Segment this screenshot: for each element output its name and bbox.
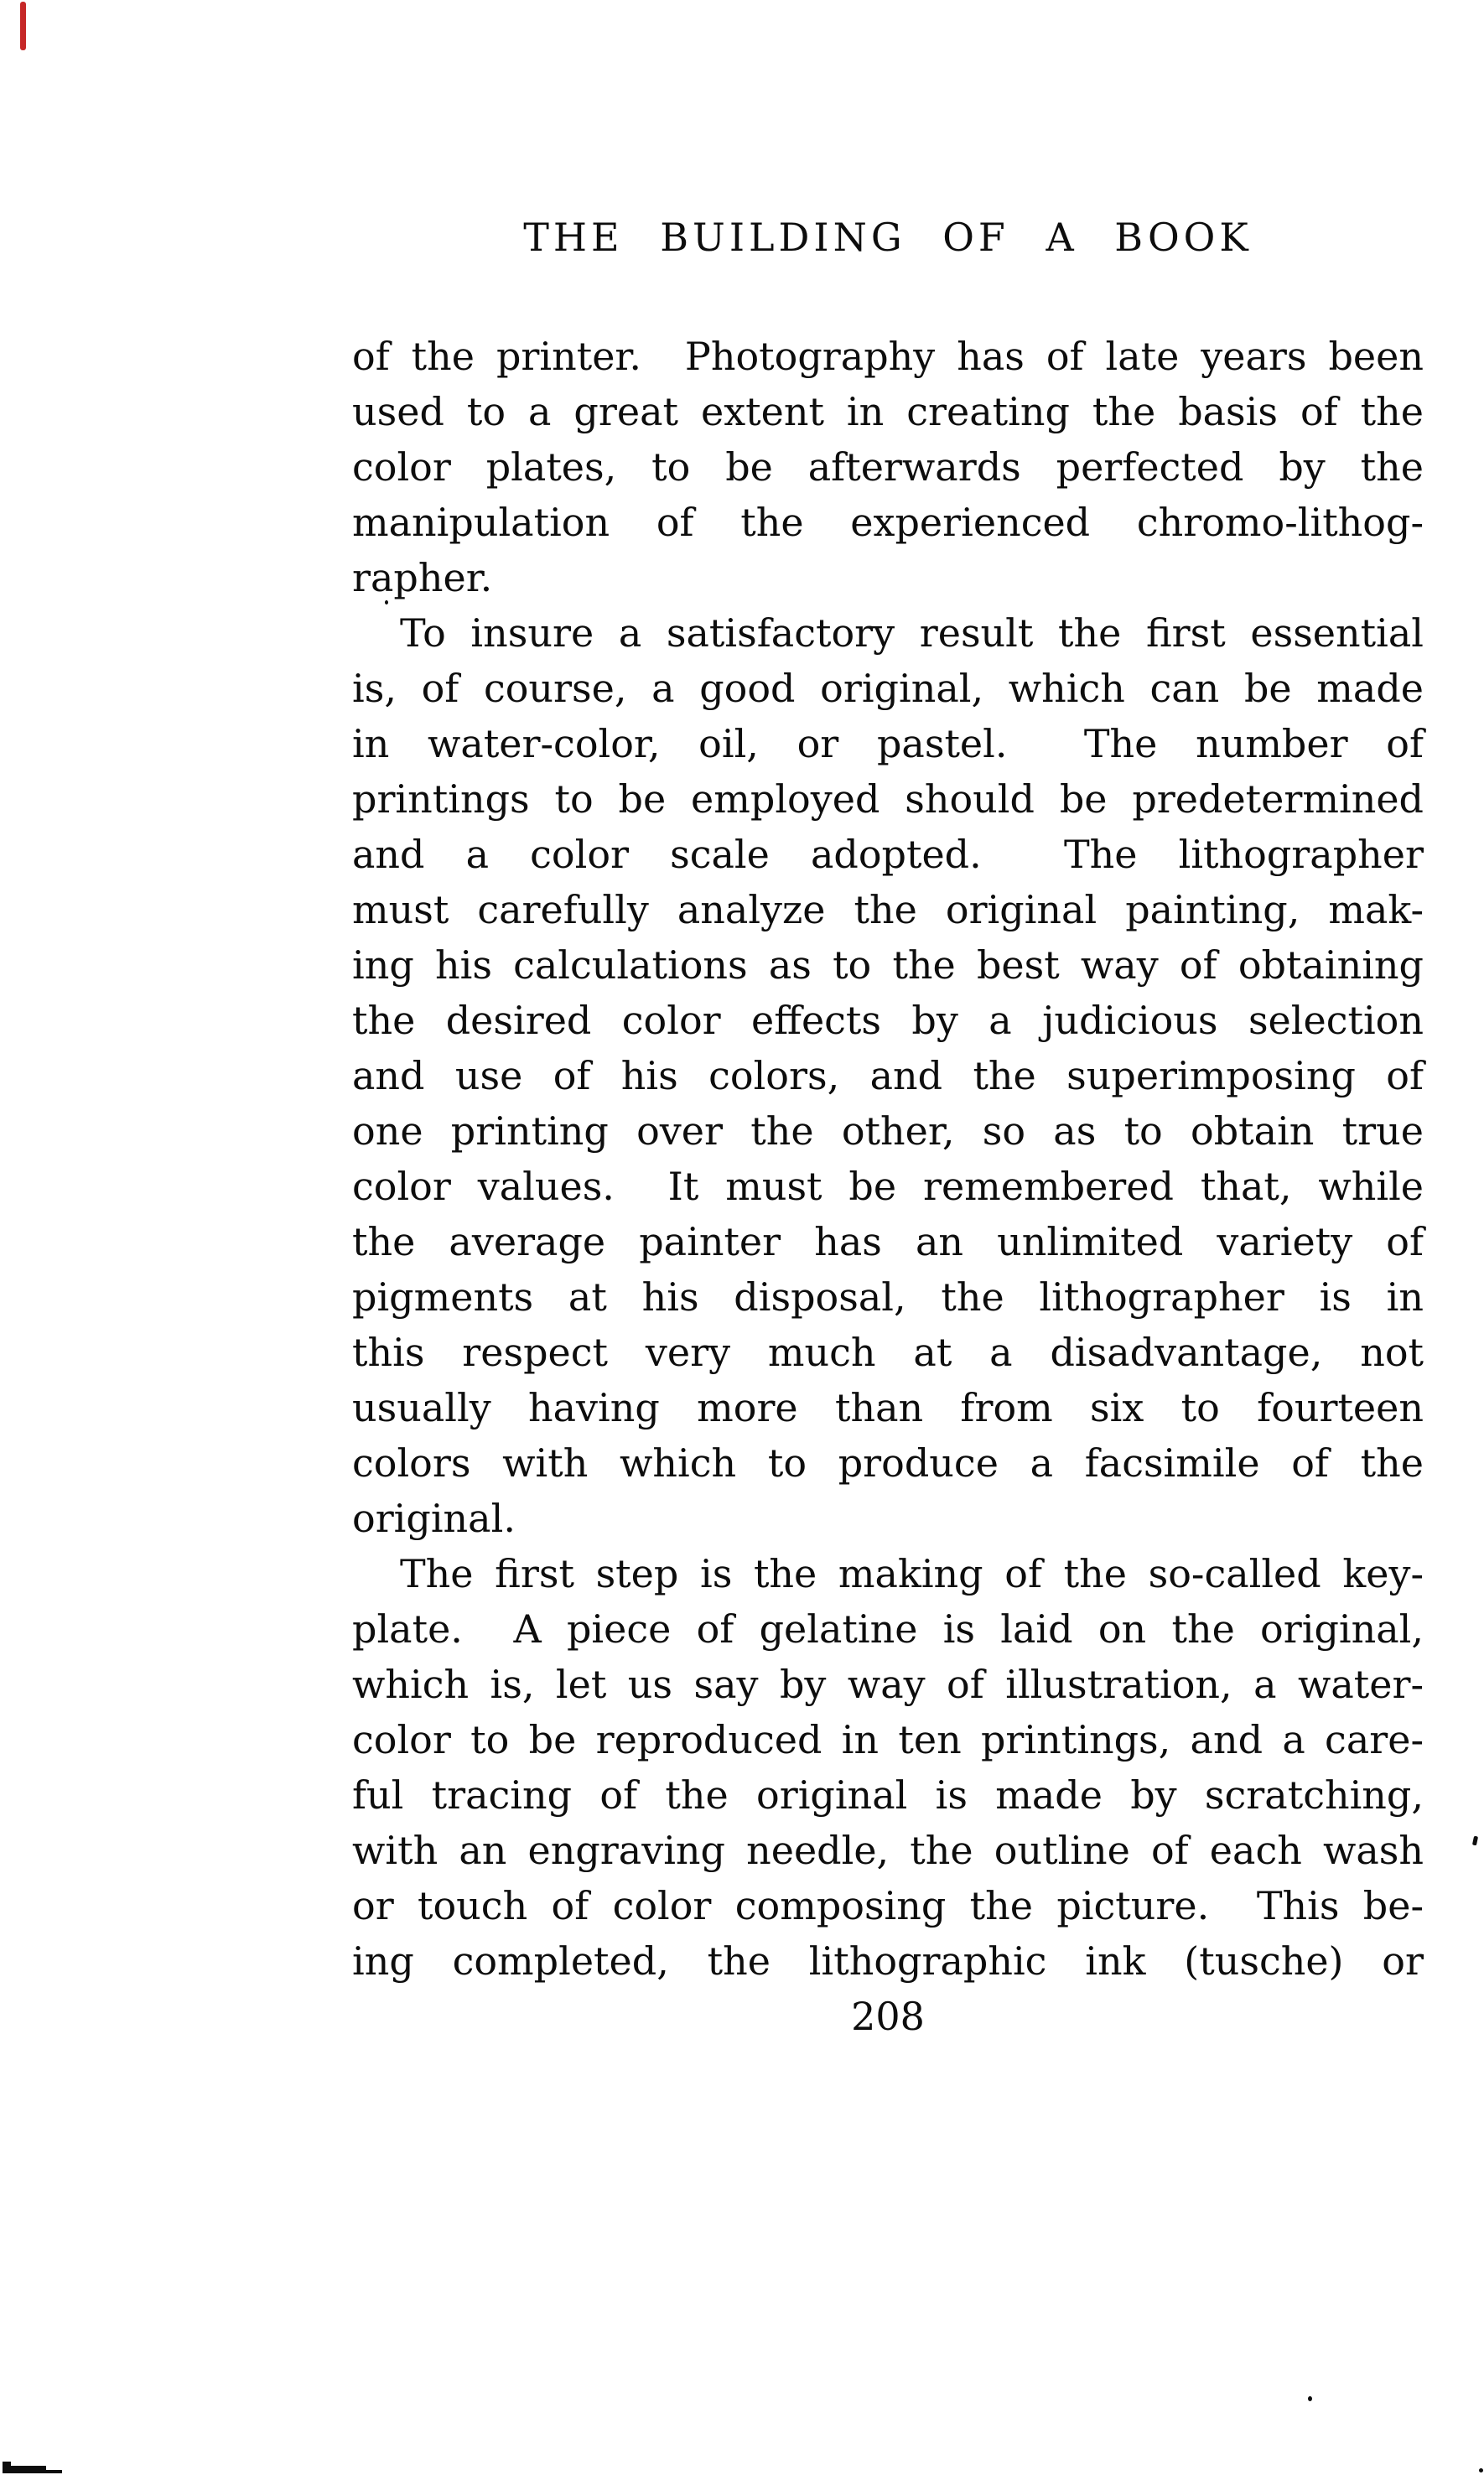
text-line: ing his calculations as to the best way of obtaining: [352, 942, 1424, 988]
text-line: usually having more than from six to fourteen: [352, 1385, 1424, 1430]
text-line: To insure a satisfactory result the first essential: [400, 610, 1424, 656]
ink-speck-artifact: [1479, 2468, 1483, 2472]
text-line: must carefully analyze the original painting, mak-: [352, 887, 1424, 932]
text-line: used to a great extent in creating the basis of the: [352, 389, 1424, 434]
ink-speck-artifact: [1308, 2396, 1312, 2401]
body-text-block: [352, 329, 1424, 1989]
ink-blob-artifact: [45, 2470, 62, 2473]
text-line: printings to be employed should be predetermined: [352, 776, 1424, 822]
text-line: one printing over the other, so as to obtain true: [352, 1108, 1424, 1154]
text-line: the desired color effects by a judicious selection: [352, 998, 1424, 1043]
running-head-title: THE BUILDING OF A BOOK: [523, 215, 1253, 260]
text-line: and use of his colors, and the superimposing of: [352, 1053, 1424, 1098]
text-line: pigments at his disposal, the lithographer is in: [352, 1274, 1424, 1320]
text-line: the average painter has an unlimited variety of: [352, 1219, 1424, 1264]
text-line: this respect very much at a disadvantage, not: [352, 1330, 1424, 1375]
ink-tick-artifact: [1472, 1836, 1478, 1846]
ink-blob-artifact: [3, 2462, 11, 2467]
text-line: rapher.: [352, 555, 493, 600]
page-number: 208: [851, 1994, 925, 2039]
text-line: original.: [352, 1496, 516, 1541]
text-line: in water-color, oil, or pastel. The number of: [352, 721, 1424, 766]
text-line: ing completed, the lithographic ink (tusche) or: [352, 1938, 1424, 1984]
text-line: plate. A piece of gelatine is laid on the original,: [352, 1606, 1424, 1652]
text-line: is, of course, a good original, which can be made: [352, 666, 1424, 711]
text-line: manipulation of the experienced chromo-lithog-: [352, 500, 1424, 545]
text-line: of the printer. Photography has of late years been: [352, 334, 1424, 379]
ink-speck-artifact: [385, 600, 388, 604]
scan-red-mark: [20, 2, 26, 50]
text-line: color values. It must be remembered that, while: [352, 1164, 1424, 1209]
text-line: which is, let us say by way of illustration, a water-: [352, 1662, 1424, 1707]
text-line: colors with which to produce a facsimile of the: [352, 1440, 1424, 1486]
text-line: The first step is the making of the so-called key-: [400, 1551, 1424, 1596]
text-line: ful tracing of the original is made by scratching,: [352, 1772, 1424, 1818]
text-line: color plates, to be afterwards perfected by the: [352, 444, 1424, 490]
text-line: or touch of color composing the picture. This be-: [352, 1883, 1424, 1928]
text-line: color to be reproduced in ten printings, and a care-: [352, 1717, 1424, 1762]
text-line: with an engraving needle, the outline of each wash: [352, 1828, 1424, 1873]
text-line: and a color scale adopted. The lithographer: [352, 832, 1424, 877]
